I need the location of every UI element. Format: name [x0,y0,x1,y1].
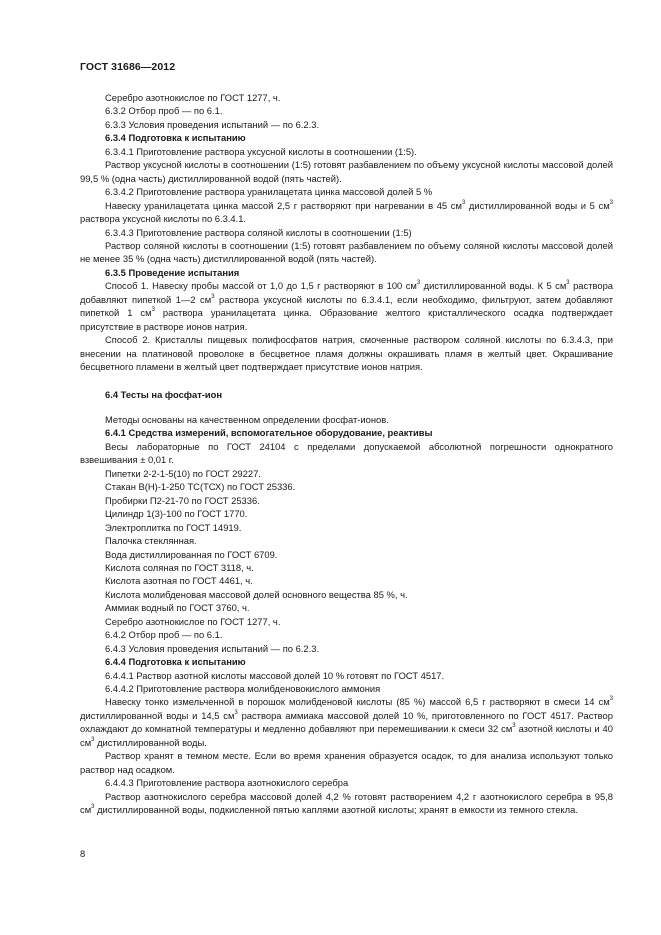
unit-exponent: 3 [566,280,570,287]
text-run: дистиллированной воды. К 5 см [420,280,567,292]
text-run: раствора добавляют пипеткой 1—2 см [80,280,614,305]
paragraph: 6.3.4.2 Приготовление раствора уранилацетата цинка массовой долей 5 % [105,186,433,198]
text-run: дистиллированной воды. [94,736,207,748]
paragraph: Методы основаны на качественном определении фосфат-ионов. [105,413,389,425]
text-run: дистиллированной воды и 14,5 см [80,709,235,721]
text-run: дистиллированной воды, подкисленной пятью каплями азотной кислоты; хранят в емкости из темного стекла. [94,804,578,816]
paragraph: 6.3.3 Условия проведения испытаний — по 6.2.3. [105,118,320,130]
document-body [80,91,613,817]
paragraph: Раствор хранят в темном месте. Если во время хранения образуется осадок, то для анализа используют только раствор над осадком. [80,750,613,775]
list-item: Пипетки 2-2-1-5(10) по ГОСТ 29227. [105,467,261,479]
page-number: 8 [80,848,86,859]
unit-exponent: 3 [512,723,516,730]
paragraph [80,279,613,333]
unit-exponent: 3 [609,199,613,206]
list-item: Кислота соляная по ГОСТ 3118, ч. [105,561,254,573]
section-heading: 6.3.4 Подготовка к испытанию [105,132,246,144]
paragraph [80,790,613,817]
text-run: раствора уксусной кислоты по 6.3.4.1, если необходимо, фильтруют, затем добавляют пипеткой 1 см [80,293,613,319]
list-item: Серебро азотнокислое по ГОСТ 1277, ч. [105,615,281,627]
paragraph: 6.4.4.2 Приготовление раствора молибденовокислого аммония [105,683,381,695]
paragraph: 6.3.4.3 Приготовление раствора соляной кислоты в соотношении (1:5) [105,226,412,238]
list-item: Вода дистиллированная по ГОСТ 6709. [105,548,278,560]
text-run: дистиллированной воды и 5 см [465,199,610,211]
unit-exponent: 3 [151,307,155,314]
text-run: Навеску тонко измельченной в порошок молибденовой кислоты (85 %) массой 6,5 г растворяют в смеси 14 см [105,696,610,708]
unit-exponent: 3 [461,199,466,206]
paragraph [80,199,613,226]
list-item: Кислота молибденовая массовой долей основного вещества 85 %, ч. [105,588,408,600]
paragraph: 6.3.4.1 Приготовление раствора уксусной кислоты в соотношении (1:5). [105,145,417,157]
text-run: азотной кислоты и 40 см [80,723,613,748]
paragraph: Серебро азотнокислое по ГОСТ 1277, ч. [105,92,281,103]
section-heading: 6.3.5 Проведение испытания [105,266,240,278]
section-heading: 6.4.1 Средства измерений, вспомогательное оборудование, реактивы [105,427,433,439]
list-item: Цилиндр 1(3)-100 по ГОСТ 1770. [105,508,248,520]
list-item: Аммиак водный по ГОСТ 3760, ч. [105,602,250,614]
text-run: Раствор азотнокислого серебра массовой долей 4,2 % готовят растворением 4,2 г азотнокислого серебра в 95,8 см [80,790,613,816]
paragraph: 6.4.3 Условия проведения испытаний — по 6.2.3. [105,642,320,654]
list-item: Палочка стеклянная. [105,535,197,547]
list-item: Стакан В(Н)-1-250 ТС(ТСХ) по ГОСТ 25336. [105,481,296,493]
unit-exponent: 3 [91,736,95,743]
paragraph: Способ 2. Кристаллы пищевых полифосфатов натрия, смоченные раствором соляной кислоты по 6.3.4.3, при внесении на платиновой проволоке в бесцветное пламя должны окрашивать пламя в желтый цвет. Окрашивание бесцветного пламени в желтый цвет подтверждает присутствие ионов натрия. [80,334,613,373]
unit-exponent: 3 [609,696,613,703]
paragraph: Раствор уксусной кислоты в соотношении (1:5) готовят разбавлением по объему уксусной кислоты массовой долей 99,5 % (одна часть) дистиллированной водой (пять частей). [80,159,613,184]
paragraph: 6.4.4.1 Раствор азотной кислоты массовой долей 10 % готовят по ГОСТ 4517. [105,669,445,681]
text-run: Способ 1. Навеску пробы массой от 1,0 до 1,5 г растворяют в 100 см [105,280,417,292]
text-run: раствора уксусной кислоты по 6.3.4.1. [80,213,247,225]
paragraph: Раствор соляной кислоты в соотношении (1:5) готовят разбавлением по объему соляной кислоты массовой долей не менее 35 % (одна часть) дистиллированной водой (пять частей). [80,239,613,265]
list-item: Кислота азотная по ГОСТ 4461, ч. [105,575,253,587]
text-run: раствора аммиака массовой долей 10 %, приготовленного по ГОСТ 4517. Раствор охлаждают до комнатной температуры и медленно добавляют при перемешивании к смеси 32 см [80,709,613,735]
paragraph: Весы лабораторные по ГОСТ 24104 с пределами допускаемой абсолютной погрешности однократного взвешивания ± 0,01 г. [80,440,613,466]
standard-header: ГОСТ 31686—2012 [80,61,176,73]
paragraph: 6.4.2 Отбор проб — по 6.1. [105,629,223,641]
paragraph [80,695,613,749]
paragraph: 6.3.2 Отбор проб — по 6.1. [105,105,223,117]
paragraph: 6.4.4.3 Приготовление раствора азотнокислого серебра [105,777,349,789]
unit-exponent: 3 [91,803,95,810]
section-title: 6.4 Тесты на фосфат-ион [105,388,223,400]
text-run: раствора уранилацетата цинка. Образование желтого кристаллического осадка подтверждает присутствие в растворе ионов натрия. [80,307,613,332]
list-item: Электроплитка по ГОСТ 14919. [105,521,242,533]
unit-exponent: 3 [211,293,215,300]
section-heading: 6.4.4 Подготовка к испытанию [105,656,246,668]
text-run: Навеску уранилацетата цинка массой 2,5 г растворяют при нагревании в 45 см [105,199,462,211]
unit-exponent: 3 [416,280,421,287]
list-item: Пробирки П2-21-70 по ГОСТ 25336. [105,494,260,506]
unit-exponent: 3 [234,709,238,716]
